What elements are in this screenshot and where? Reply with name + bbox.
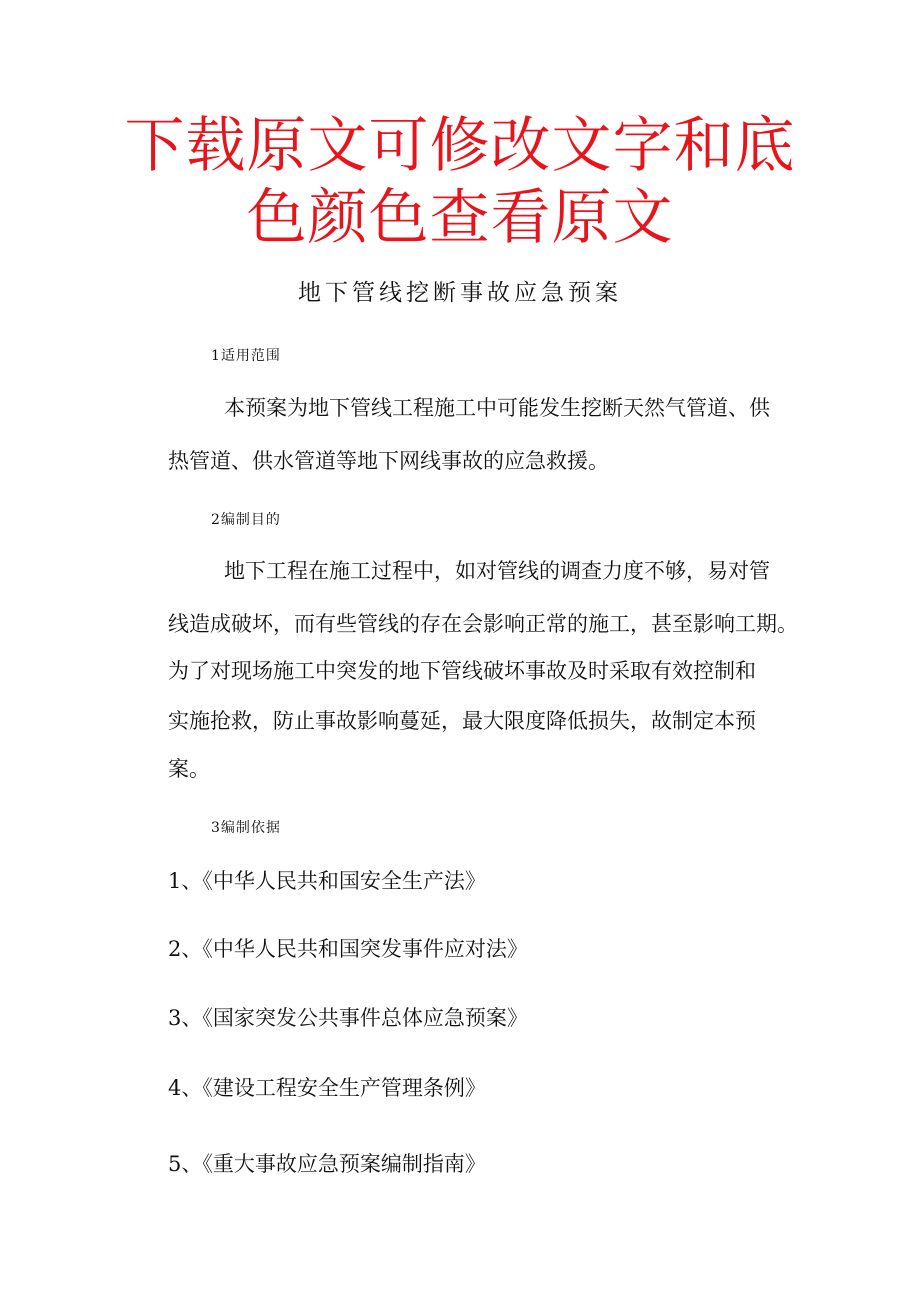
- paragraph-line: 实施抢救，防止事故影响蔓延，最大限度降低损失，故制定本预: [168, 709, 756, 733]
- list-item: 1、《中华人民共和国安全生产法》: [168, 869, 486, 893]
- document-title: 地下管线挖断事故应急预案: [298, 280, 622, 306]
- paragraph-line: 地下工程在施工过程中，如对管线的调查力度不够，易对管: [224, 559, 770, 583]
- paragraph-line: 为了对现场施工中突发的地下管线破坏事故及时采取有效控制和: [168, 659, 756, 683]
- paragraph-line: 线造成破坏，而有些管线的存在会影响正常的施工，甚至影响工期。: [168, 612, 798, 636]
- download-banner-line-1: 下载原文可修改文字和底: [124, 111, 796, 181]
- list-item: 5、《重大事故应急预案编制指南》: [168, 1152, 486, 1176]
- section-heading-basis: 3编制依据: [211, 820, 281, 836]
- paragraph-line: 案。: [168, 757, 210, 781]
- paragraph-line: 热管道、供水管道等地下网线事故的应急救援。: [168, 449, 609, 473]
- list-item: 4、《建设工程安全生产管理条例》: [168, 1076, 486, 1100]
- download-banner-line-2: 色颜色查看原文: [246, 183, 674, 253]
- list-item: 3、《国家突发公共事件总体应急预案》: [168, 1006, 528, 1030]
- section-heading-scope: 1适用范围: [211, 348, 281, 364]
- list-item: 2、《中华人民共和国突发事件应对法》: [168, 937, 528, 961]
- section-heading-purpose: 2编制目的: [211, 512, 281, 528]
- paragraph-line: 本预案为地下管线工程施工中可能发生挖断天然气管道、供: [224, 396, 770, 420]
